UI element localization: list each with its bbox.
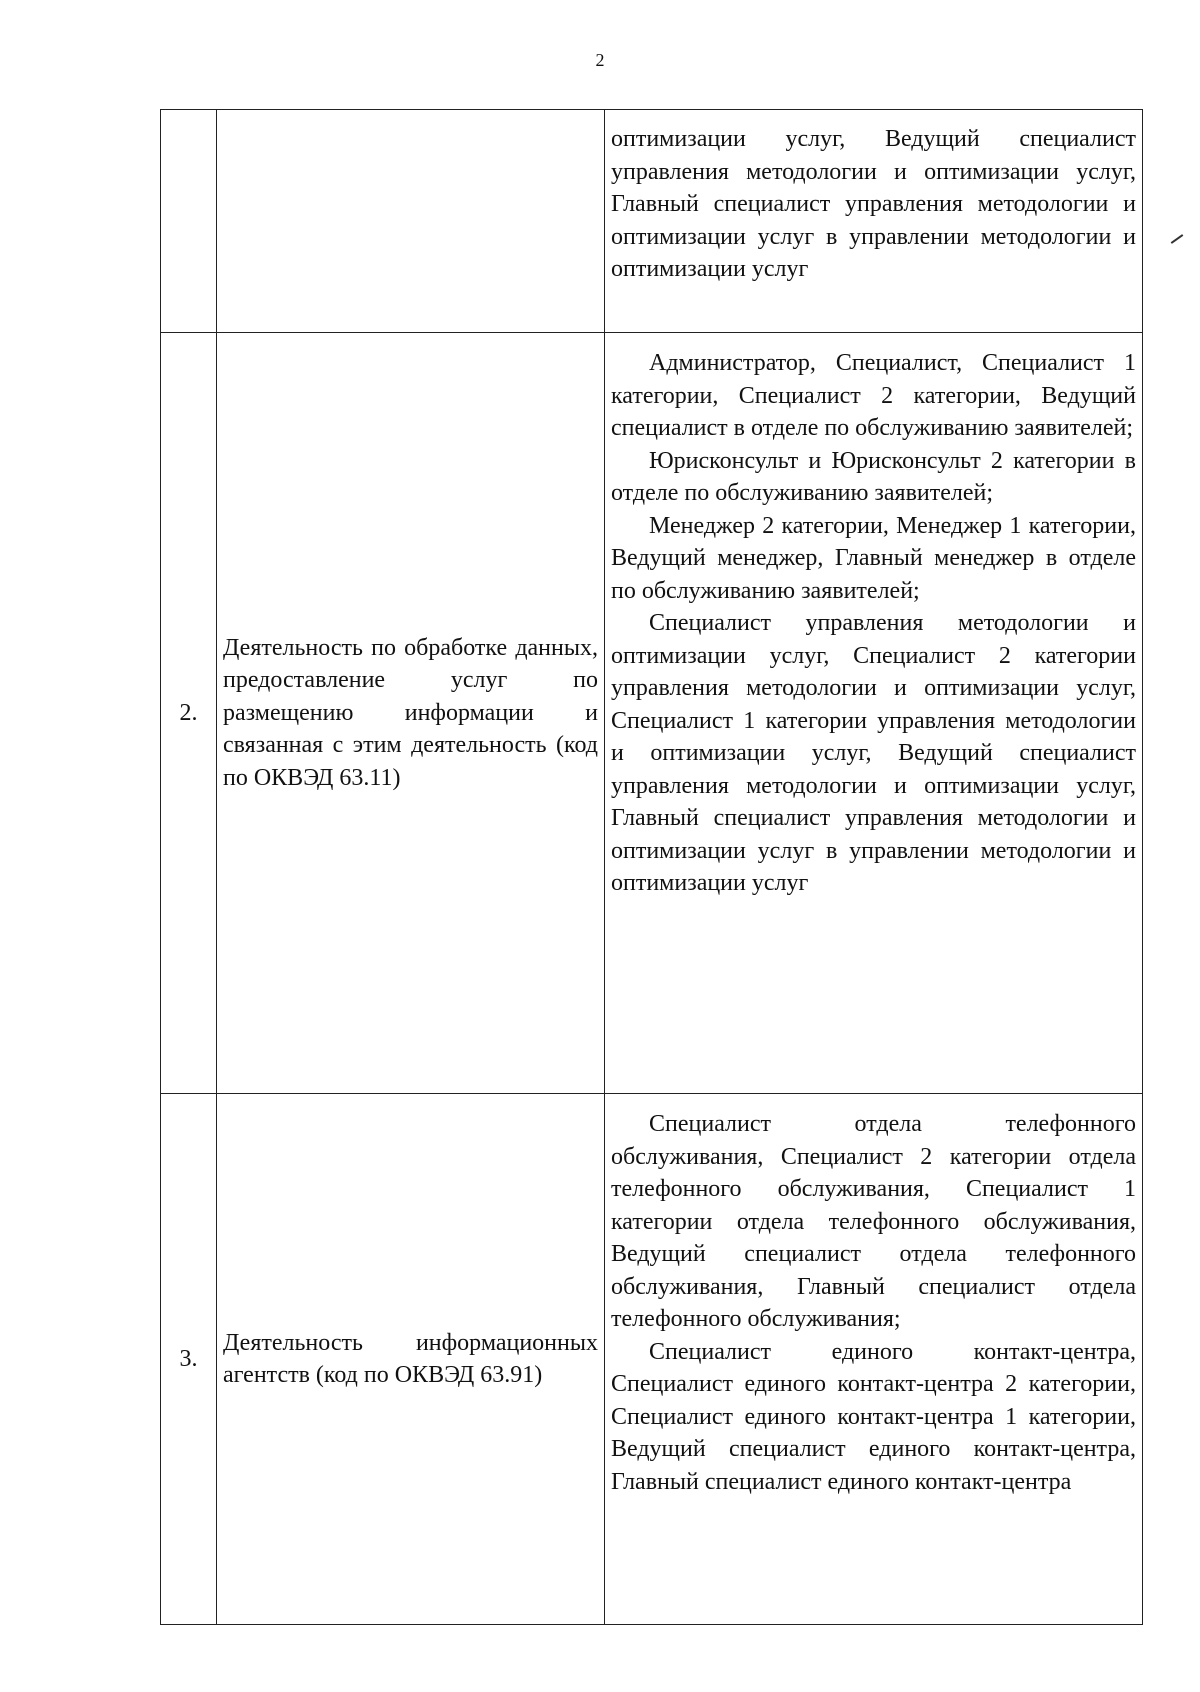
- table-row: [161, 333, 1143, 1094]
- positions-paragraph: Специалист управления методологии и оптимизации услуг, Специалист 2 категории управления методологии и оптимизации услуг, Специалист 1 категории управления методологии и оптимизации услуг, Ведущий специалист управления методологии и оптимизации услуг, Главный специалист управления методологии и оптимизации услуг в управлении методологии и оптимизации услуг: [611, 610, 1136, 896]
- positions-paragraph: Специалист отдела телефонного обслуживания, Специалист 2 категории отдела телефонного обслуживания, Специалист 1 категории отдела телефонного обслуживания, Ведущий специалист отдела телефонного обслуживания, Главный специалист отдела телефонного обслуживания;: [611, 1111, 1136, 1332]
- activity-description: Деятельность информационных агентств (код по ОКВЭД 63.91): [217, 1094, 605, 1625]
- row-number: 2.: [161, 333, 217, 1094]
- positions-paragraph: Специалист единого контакт-центра, Специалист единого контакт-центра 2 категории, Специалист единого контакт-центра 1 категории, Ведущий специалист единого контакт-центра, Главный специалист единого контакт-центра: [611, 1338, 1136, 1495]
- scan-mark: [1171, 234, 1184, 244]
- activities-table: [160, 109, 1143, 1625]
- positions-paragraph: Менеджер 2 категории, Менеджер 1 категории, Ведущий менеджер, Главный менеджер в отделе по обслуживанию заявителей;: [611, 512, 1136, 604]
- row-number: [161, 110, 217, 333]
- positions-cell: [605, 1094, 1143, 1625]
- positions-paragraph: Юрисконсульт и Юрисконсульт 2 категории в отделе по обслуживанию заявителей;: [611, 447, 1136, 506]
- positions-paragraph: Администратор, Специалист, Специалист 1 категории, Специалист 2 категории, Ведущий специалист в отделе по обслуживанию заявителей;: [611, 350, 1136, 441]
- positions-paragraph: оптимизации услуг, Ведущий специалист управления методологии и оптимизации услуг, Главный специалист управления методологии и оптимизации услуг в управлении методологии и оптимизации услуг: [611, 126, 1136, 282]
- table-row: [161, 1094, 1143, 1625]
- positions-cell: [605, 333, 1143, 1094]
- page-number: 2: [595, 50, 605, 70]
- activity-description: Деятельность по обработке данных, предоставление услуг по размещению информации и связанная с этим деятельность (код по ОКВЭД 63.11): [217, 333, 605, 1094]
- table-row: [161, 110, 1143, 333]
- positions-cell: [605, 110, 1143, 333]
- row-number: 3.: [161, 1094, 217, 1625]
- activity-description: [217, 110, 605, 333]
